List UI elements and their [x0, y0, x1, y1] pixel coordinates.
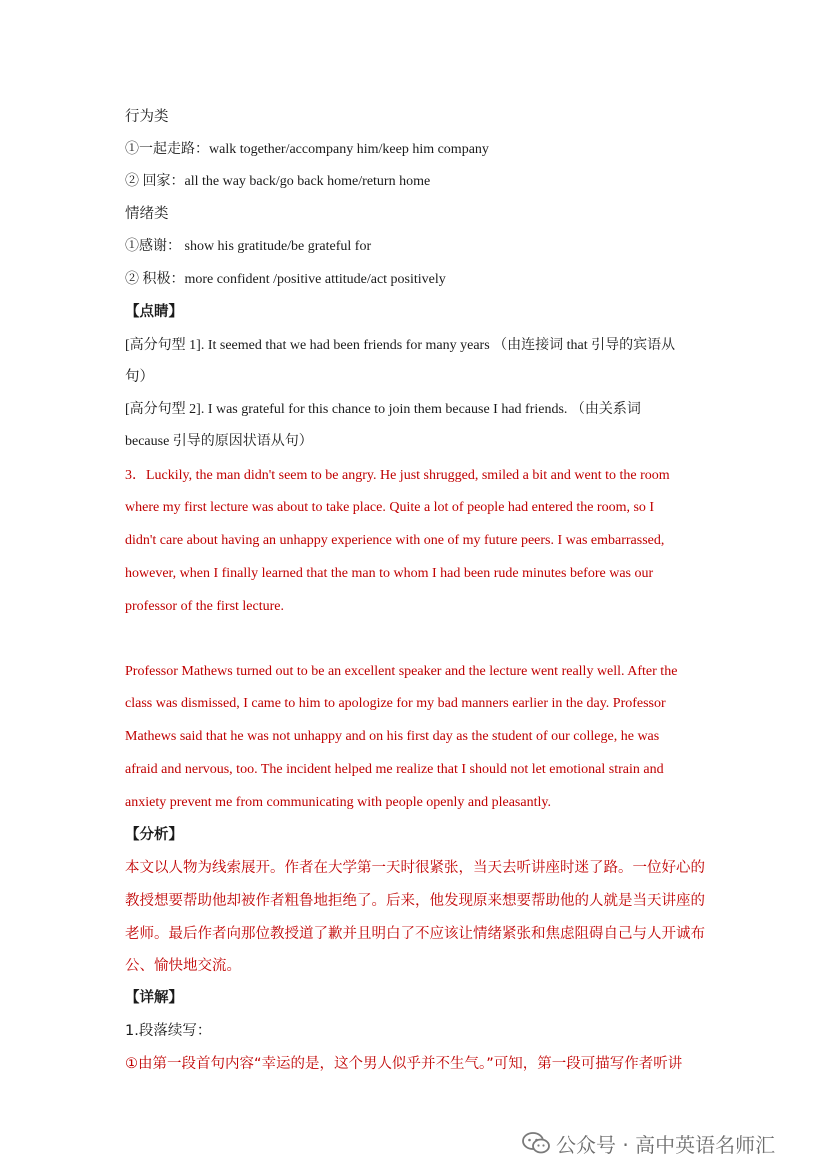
- section-xiangjie: 【详解】: [125, 990, 183, 1006]
- essay-para1-line: where my first lecture was about to take place. Quite a lot of people had entered the room, so I: [125, 500, 655, 515]
- sentence-pattern-2-cont: because 引导的原因状语从句）: [125, 434, 313, 449]
- essay-para2-line: Professor Mathews turned out to be an excellent speaker and the lecture went really well. After the: [125, 664, 678, 679]
- essay-para1-line: didn't care about having an unhappy experience with one of my future peers. I was embarrassed,: [125, 533, 665, 548]
- analysis-line: 教授想要帮助他却被作者粗鲁地拒绝了。后来，他发现原来想要帮助他的人就是当天讲座的: [125, 893, 705, 909]
- sentence-pattern-2: [高分句型 2]. I was grateful for this chance to join them because I had friends. （由关系词: [125, 402, 641, 417]
- phrase-go-home: ② 回家：all the way back/go back home/return home: [125, 174, 431, 189]
- heading-emotion: 情绪类: [125, 206, 169, 222]
- section-dianjing: 【点睛】: [125, 304, 183, 320]
- phrase-walk-together: ①一起走路：walk together/accompany him/keep him company: [125, 142, 489, 157]
- analysis-line: 公、愉快地交流。: [125, 958, 241, 974]
- essay-para1-line: 3．Luckily, the man didn't seem to be angry. He just shrugged, smiled a bit and went to the room: [125, 468, 670, 483]
- analysis-line: 本文以人物为线索展开。作者在大学第一天时很紧张，当天去听讲座时迷了路。一位好心的: [125, 860, 705, 876]
- essay-para2-line: anxiety prevent me from communicating with people openly and pleasantly.: [125, 795, 551, 810]
- watermark-text: 公众号 · 高中英语名师汇: [556, 1132, 776, 1157]
- phrase-positive: ② 积极：more confident /positive attitude/act positively: [125, 272, 446, 287]
- detail-line: ①由第一段首句内容“幸运的是，这个男人似乎并不生气。”可知，第一段可描写作者听讲: [125, 1056, 683, 1072]
- sentence-pattern-1-cont: 句）: [125, 369, 154, 385]
- wechat-icon: [522, 1132, 550, 1154]
- essay-para1-line: however, when I finally learned that the man to whom I had been rude minutes before was our: [125, 566, 654, 581]
- analysis-line: 老师。最后作者向那位教授道了歉并且明白了不应该让情绪紧张和焦虑阻碍自己与人开诚布: [125, 926, 705, 942]
- phrase-gratitude: ①感谢： show his gratitude/be grateful for: [125, 239, 372, 254]
- essay-para2-line: afraid and nervous, too. The incident helped me realize that I should not let emotional strain and: [125, 762, 664, 777]
- essay-para2-line: Mathews said that he was not unhappy and on his first day as the student of our college, he was: [125, 729, 660, 744]
- sentence-pattern-1: [高分句型 1]. It seemed that we had been friends for many years （由连接词 that 引导的宾语从: [125, 338, 676, 353]
- heading-behavior: 行为类: [125, 109, 169, 125]
- section-fenxi: 【分析】: [125, 827, 183, 843]
- detail-heading: 1.段落续写：: [125, 1023, 212, 1039]
- watermark: [522, 1131, 775, 1155]
- essay-para1-line: professor of the first lecture.: [125, 599, 284, 614]
- essay-para2-line: class was dismissed, I came to him to apologize for my bad manners earlier in the day. Professor: [125, 696, 666, 711]
